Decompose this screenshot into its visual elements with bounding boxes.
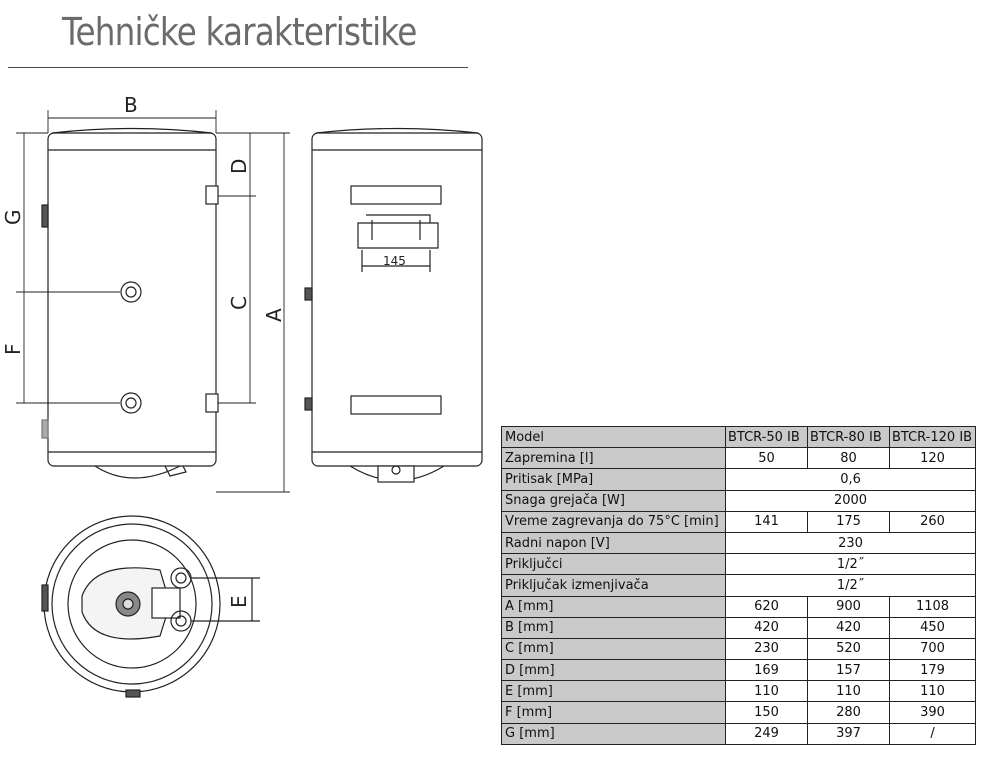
dim-label-b: B bbox=[124, 93, 138, 117]
row-label: A [mm] bbox=[502, 596, 726, 617]
cell-value: 141 bbox=[726, 511, 808, 532]
cell-value: 230 bbox=[726, 638, 808, 659]
table-row bbox=[502, 660, 976, 681]
cell-value: 420 bbox=[726, 617, 808, 638]
table-row bbox=[502, 554, 976, 575]
table-row bbox=[502, 469, 976, 490]
front-view-drawing bbox=[42, 129, 218, 479]
row-label: G [mm] bbox=[502, 723, 726, 744]
model-name: BTCR-50 IB bbox=[726, 427, 808, 448]
bracket-spacing-label: 145 bbox=[383, 254, 406, 268]
cell-value: 260 bbox=[890, 511, 976, 532]
model-name: BTCR-80 IB bbox=[808, 427, 890, 448]
row-label: C [mm] bbox=[502, 638, 726, 659]
dim-label-e: E bbox=[227, 595, 251, 608]
cell-value: 179 bbox=[890, 660, 976, 681]
row-label: B [mm] bbox=[502, 617, 726, 638]
row-label: Priključci bbox=[502, 554, 726, 575]
merged-value: 1/2˝ bbox=[726, 554, 976, 575]
dim-label-d: D bbox=[227, 158, 251, 174]
row-label: Pritisak [MPa] bbox=[502, 469, 726, 490]
table-row bbox=[502, 532, 976, 553]
table-row bbox=[502, 490, 976, 511]
cell-value: 110 bbox=[726, 681, 808, 702]
cell-value: 1108 bbox=[890, 596, 976, 617]
row-label: F [mm] bbox=[502, 702, 726, 723]
table-row bbox=[502, 638, 976, 659]
cell-value: 175 bbox=[808, 511, 890, 532]
row-label: D [mm] bbox=[502, 660, 726, 681]
cell-value: 110 bbox=[808, 681, 890, 702]
merged-value: 230 bbox=[726, 532, 976, 553]
cell-value: 249 bbox=[726, 723, 808, 744]
cell-value: 110 bbox=[890, 681, 976, 702]
model-name: BTCR-120 IB bbox=[890, 427, 976, 448]
row-label: Radni napon [V] bbox=[502, 532, 726, 553]
row-label: E [mm] bbox=[502, 681, 726, 702]
table-row bbox=[502, 723, 976, 744]
table-header-row bbox=[502, 427, 976, 448]
cell-value: / bbox=[890, 723, 976, 744]
cell-value: 280 bbox=[808, 702, 890, 723]
header-label: Model bbox=[502, 427, 726, 448]
cell-value: 80 bbox=[808, 448, 890, 469]
page-title: Tehničke karakteristike bbox=[62, 10, 417, 54]
dim-label-f: F bbox=[1, 343, 25, 355]
table-row bbox=[502, 448, 976, 469]
row-label: Priključak izmenjivača bbox=[502, 575, 726, 596]
dim-label-g: G bbox=[1, 209, 25, 225]
merged-value: 1/2˝ bbox=[726, 575, 976, 596]
cell-value: 169 bbox=[726, 660, 808, 681]
row-label: Vreme zagrevanja do 75°C [min] bbox=[502, 511, 726, 532]
cell-value: 620 bbox=[726, 596, 808, 617]
cell-value: 520 bbox=[808, 638, 890, 659]
cell-value: 450 bbox=[890, 617, 976, 638]
cell-value: 50 bbox=[726, 448, 808, 469]
dim-label-c: C bbox=[227, 296, 251, 310]
side-view-drawing bbox=[305, 129, 482, 483]
cell-value: 150 bbox=[726, 702, 808, 723]
cell-value: 390 bbox=[890, 702, 976, 723]
dim-label-a: A bbox=[262, 308, 286, 322]
table-row bbox=[502, 617, 976, 638]
table-row bbox=[502, 702, 976, 723]
cell-value: 420 bbox=[808, 617, 890, 638]
cell-value: 900 bbox=[808, 596, 890, 617]
row-label: Snaga grejača [W] bbox=[502, 490, 726, 511]
merged-value: 2000 bbox=[726, 490, 976, 511]
merged-value: 0,6 bbox=[726, 469, 976, 490]
cell-value: 397 bbox=[808, 723, 890, 744]
table-row bbox=[502, 681, 976, 702]
table-row bbox=[502, 596, 976, 617]
cell-value: 157 bbox=[808, 660, 890, 681]
specs-table bbox=[501, 426, 976, 745]
cell-value: 120 bbox=[890, 448, 976, 469]
row-label: Zapremina [l] bbox=[502, 448, 726, 469]
cell-value: 700 bbox=[890, 638, 976, 659]
table-row bbox=[502, 575, 976, 596]
table-row bbox=[502, 511, 976, 532]
